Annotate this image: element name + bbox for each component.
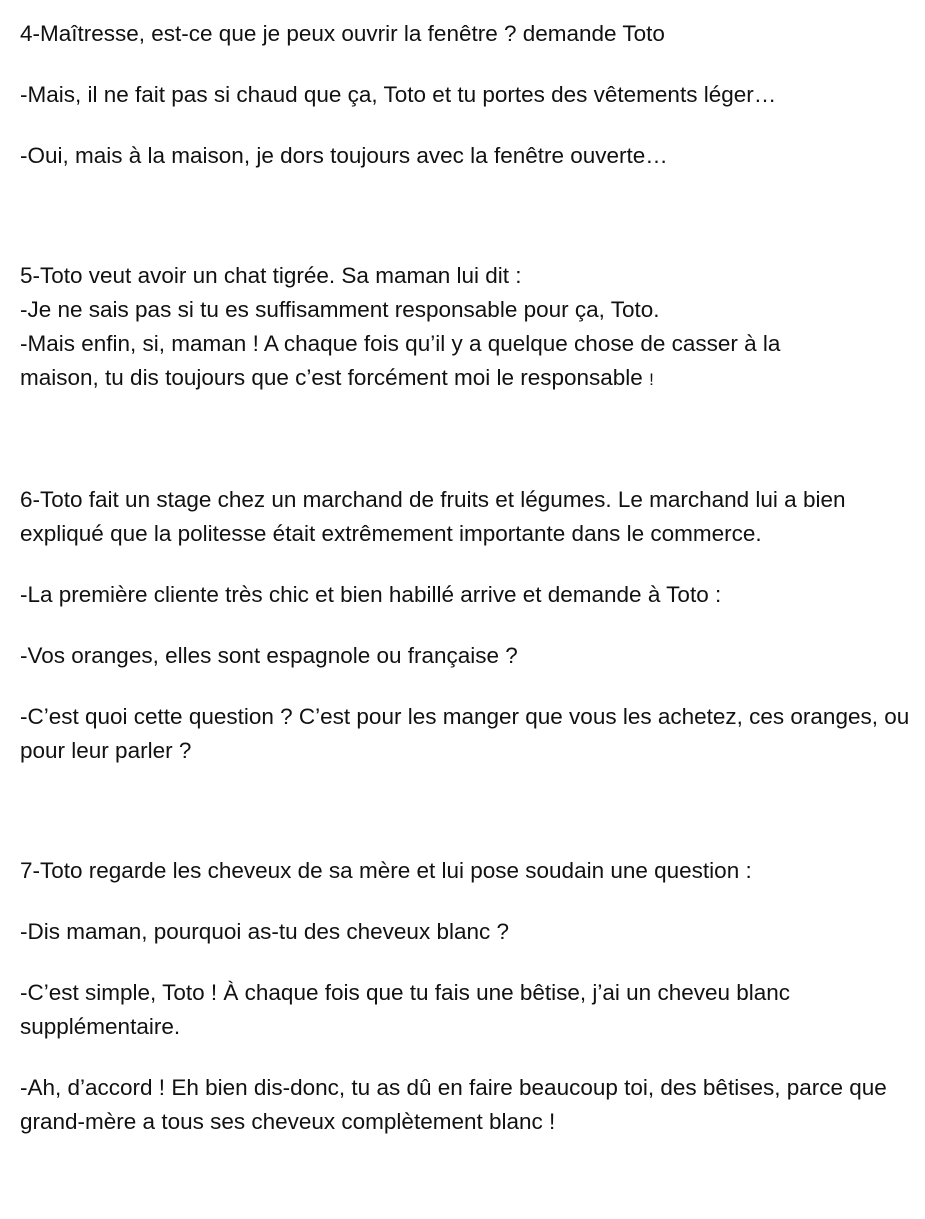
joke-6-client-arrives: -La première cliente très chic et bien habillé arrive et demande à Toto : — [20, 582, 722, 607]
joke-6-client-question: -Vos oranges, elles sont espagnole ou française ? — [20, 643, 518, 668]
joke-7-intro: 7-Toto regarde les cheveux de sa mère et lui pose soudain une question : — [20, 858, 752, 883]
joke-5-reply: -Je ne sais pas si tu es suffisamment responsable pour ça, Toto. — [20, 297, 660, 322]
joke-6-intro: 6-Toto fait un stage chez un marchand de fruits et légumes. Le marchand lui a bien expliqué que la politesse était extrêmement importante dans le commerce. — [20, 487, 846, 546]
joke-7-question: -Dis maman, pourquoi as-tu des cheveux blanc ? — [20, 919, 510, 944]
joke-7 — [20, 854, 913, 1139]
joke-5-intro: 5-Toto veut avoir un chat tigrée. Sa maman lui dit : — [20, 263, 522, 288]
joke-4-question: 4-Maîtresse, est-ce que je peux ouvrir la fenêtre ? demande Toto — [20, 21, 665, 46]
joke-5-exclamation: ! — [649, 370, 654, 389]
joke-4-reply: -Mais, il ne fait pas si chaud que ça, Toto et tu portes des vêtements léger… — [20, 82, 777, 107]
joke-6 — [20, 483, 913, 768]
joke-7-punchline: -Ah, d’accord ! Eh bien dis-donc, tu as dû en faire beaucoup toi, des bêtises, parce que grand-mère a tous ses cheveux complètement blanc ! — [20, 1075, 887, 1134]
joke-4 — [20, 17, 913, 173]
joke-7-reply: -C’est simple, Toto ! À chaque fois que tu fais une bêtise, j’ai un cheveu blanc supplémentaire. — [20, 980, 791, 1039]
joke-5 — [20, 259, 913, 397]
joke-5-punchline-line1: -Mais enfin, si, maman ! A chaque fois qu’il y a quelque chose de casser à la — [20, 331, 781, 356]
joke-5-punchline-line2: maison, tu dis toujours que c’est forcément moi le responsable ! — [20, 365, 654, 390]
joke-4-punchline: -Oui, mais à la maison, je dors toujours avec la fenêtre ouverte… — [20, 143, 668, 168]
joke-6-punchline: -C’est quoi cette question ? C’est pour les manger que vous les achetez, ces oranges, ou pour leur parler ? — [20, 704, 910, 763]
